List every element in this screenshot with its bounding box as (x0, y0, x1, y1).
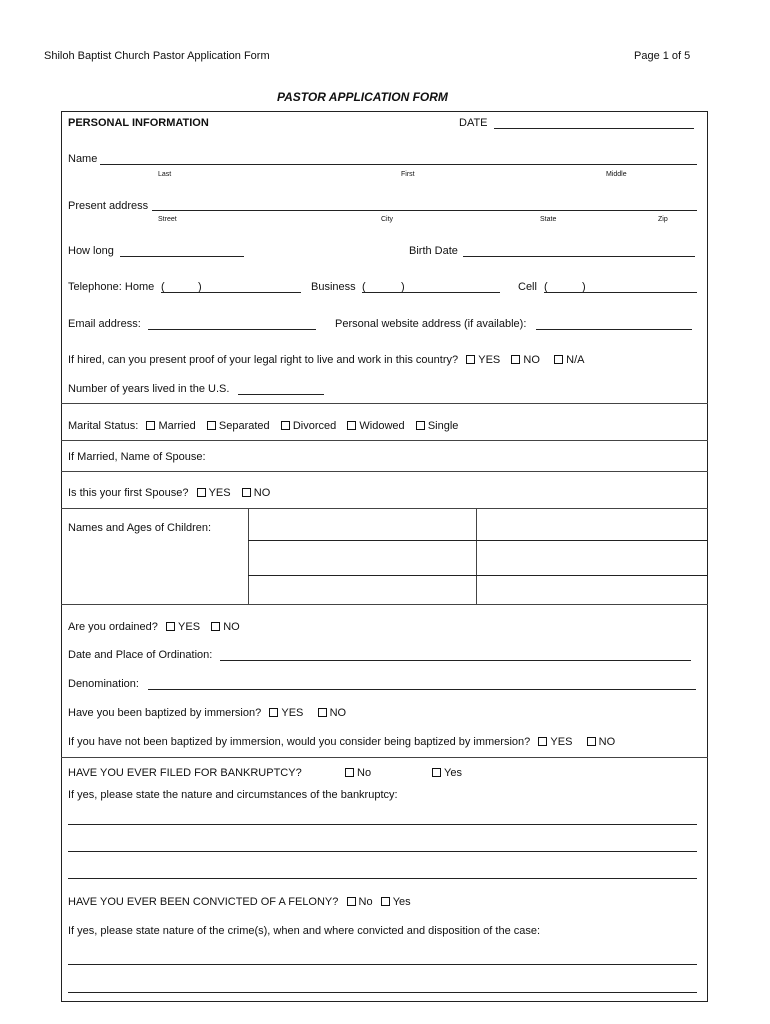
telephone-cell-label: Cell (518, 281, 537, 293)
ordained-no-checkbox[interactable] (211, 622, 220, 631)
children-label: Names and Ages of Children: (68, 522, 212, 534)
legal-right-no-checkbox[interactable] (511, 355, 520, 364)
telephone-cell-field[interactable] (544, 292, 697, 293)
consider-no-label: NO (598, 736, 616, 748)
telephone-business-label: Business (311, 281, 356, 293)
area-code-paren: ) (198, 281, 202, 293)
legal-right-yes-label: YES (478, 354, 501, 366)
marital-status-label: Marital Status: (68, 420, 139, 432)
children-cell-2[interactable] (478, 510, 706, 539)
area-code-paren: ( (362, 281, 366, 293)
children-cell-3[interactable] (250, 542, 474, 574)
area-code-paren: ) (401, 281, 405, 293)
denomination-field[interactable] (148, 689, 696, 690)
children-cell-6[interactable] (478, 577, 706, 603)
separated-label: Separated (218, 420, 270, 432)
marital-status-row (68, 420, 458, 432)
baptized-yes-label: YES (281, 707, 304, 719)
bankruptcy-yes-label: Yes (444, 767, 462, 779)
section-divider (61, 403, 708, 404)
legal-right-question (68, 354, 585, 366)
felony-detail-line-2[interactable] (68, 992, 697, 993)
bankruptcy-detail-line-3[interactable] (68, 878, 697, 879)
denomination-label: Denomination: (68, 678, 139, 690)
first-spouse-row (68, 487, 270, 499)
form-title: PASTOR APPLICATION FORM (277, 90, 448, 104)
bankruptcy-detail-line-2[interactable] (68, 851, 697, 852)
how-long-field[interactable] (120, 256, 244, 257)
email-label: Email address: (68, 318, 141, 330)
consider-yes-checkbox[interactable] (538, 737, 547, 746)
ordination-date-place-label: Date and Place of Ordination: (68, 649, 213, 661)
first-spouse-yes-label: YES (208, 487, 231, 499)
bankruptcy-question: HAVE YOU EVER FILED FOR BANKRUPTCY? (68, 767, 302, 779)
bankruptcy-no-checkbox[interactable] (345, 768, 354, 777)
ordained-no-label: NO (223, 621, 240, 633)
address-label: Present address (68, 200, 149, 212)
page-number: Page 1 of 5 (634, 50, 691, 62)
area-code-paren: ( (544, 281, 548, 293)
website-field[interactable] (536, 329, 692, 330)
document-header-title: Shiloh Baptist Church Pastor Application Form (44, 50, 270, 62)
birth-date-field[interactable] (463, 256, 695, 257)
section-divider (61, 604, 708, 605)
felony-row (68, 896, 411, 908)
spouse-name-field[interactable] (220, 444, 704, 468)
address-zip-caption: Zip (658, 216, 668, 223)
spouse-name-label: If Married, Name of Spouse: (68, 451, 206, 463)
ordained-yes-checkbox[interactable] (166, 622, 175, 631)
single-checkbox[interactable] (416, 421, 425, 430)
felony-no-checkbox[interactable] (347, 897, 356, 906)
area-code-paren: ) (582, 281, 586, 293)
section-divider (61, 471, 708, 472)
how-long-label: How long (68, 245, 114, 257)
legal-right-no-label: NO (523, 354, 540, 366)
section-heading-personal: PERSONAL INFORMATION (68, 117, 209, 129)
baptized-question: Have you been baptized by immersion? (68, 707, 262, 719)
legal-right-question-text: If hired, can you present proof of your legal right to live and work in this country? (68, 354, 459, 366)
telephone-business-field[interactable] (362, 292, 500, 293)
married-label: Married (158, 420, 196, 432)
children-cell-5[interactable] (250, 577, 474, 603)
single-label: Single (427, 420, 459, 432)
baptized-row (68, 707, 346, 719)
felony-yes-checkbox[interactable] (381, 897, 390, 906)
date-field[interactable] (494, 128, 694, 129)
telephone-home-field[interactable] (161, 292, 301, 293)
felony-question: HAVE YOU EVER BEEN CONVICTED OF A FELONY? (68, 896, 339, 908)
birth-date-label: Birth Date (409, 245, 458, 257)
address-field[interactable] (152, 210, 697, 211)
name-last-caption: Last (158, 171, 172, 178)
first-spouse-no-checkbox[interactable] (242, 488, 251, 497)
first-spouse-question: Is this your first Spouse? (68, 487, 189, 499)
felony-no-label: No (358, 896, 373, 908)
widowed-checkbox[interactable] (347, 421, 356, 430)
section-divider (61, 757, 708, 758)
baptized-yes-checkbox[interactable] (269, 708, 278, 717)
ordained-yes-label: YES (178, 621, 201, 633)
children-table-border (476, 508, 477, 604)
children-table-border (248, 508, 249, 604)
name-first-caption: First (401, 171, 415, 178)
area-code-paren: ( (161, 281, 165, 293)
consider-baptism-row (68, 736, 615, 748)
name-middle-caption: Middle (606, 171, 627, 178)
married-checkbox[interactable] (146, 421, 155, 430)
divorced-checkbox[interactable] (281, 421, 290, 430)
ordained-question: Are you ordained? (68, 621, 158, 633)
address-city-caption: City (381, 216, 394, 223)
bankruptcy-detail-label: If yes, please state the nature and circumstances of the bankruptcy: (68, 789, 398, 801)
telephone-home-label: Telephone: Home (68, 281, 155, 293)
widowed-label: Widowed (359, 420, 405, 432)
children-cell-4[interactable] (478, 542, 706, 574)
first-spouse-yes-checkbox[interactable] (197, 488, 206, 497)
years-us-label: Number of years lived in the U.S. (68, 383, 230, 395)
name-label: Name (68, 153, 98, 165)
section-divider (61, 440, 708, 441)
ordination-date-place-field[interactable] (220, 660, 691, 661)
bankruptcy-yes-checkbox[interactable] (432, 768, 441, 777)
email-field[interactable] (148, 329, 316, 330)
bankruptcy-yes-option (430, 767, 462, 779)
consider-no-checkbox[interactable] (587, 737, 596, 746)
date-label: DATE (459, 117, 488, 129)
address-state-caption: State (540, 216, 557, 223)
children-table-border (248, 575, 708, 576)
address-street-caption: Street (158, 216, 177, 223)
bankruptcy-no-label: No (357, 767, 372, 779)
legal-right-yes-checkbox[interactable] (466, 355, 475, 364)
consider-yes-label: YES (550, 736, 573, 748)
felony-detail-line-1[interactable] (68, 964, 697, 965)
baptized-no-label: NO (329, 707, 347, 719)
children-table-border (248, 540, 708, 541)
children-cell-1[interactable] (250, 510, 474, 539)
legal-right-na-checkbox[interactable] (554, 355, 563, 364)
divorced-label: Divorced (292, 420, 337, 432)
bankruptcy-no-option (343, 767, 371, 779)
ordained-row (68, 621, 240, 633)
website-label: Personal website address (if available): (335, 318, 527, 330)
first-spouse-no-label: NO (253, 487, 271, 499)
separated-checkbox[interactable] (207, 421, 216, 430)
years-us-field[interactable] (238, 394, 324, 395)
felony-yes-label: Yes (392, 896, 411, 908)
felony-detail-label: If yes, please state nature of the crime(s), when and where convicted and disposition of the case: (68, 925, 541, 937)
consider-baptism-question: If you have not been baptized by immersion, would you consider being baptized by immersion? (68, 736, 531, 748)
name-field[interactable] (100, 164, 697, 165)
legal-right-na-label: N/A (566, 354, 585, 366)
section-divider (61, 508, 708, 509)
baptized-no-checkbox[interactable] (318, 708, 327, 717)
bankruptcy-detail-line-1[interactable] (68, 824, 697, 825)
